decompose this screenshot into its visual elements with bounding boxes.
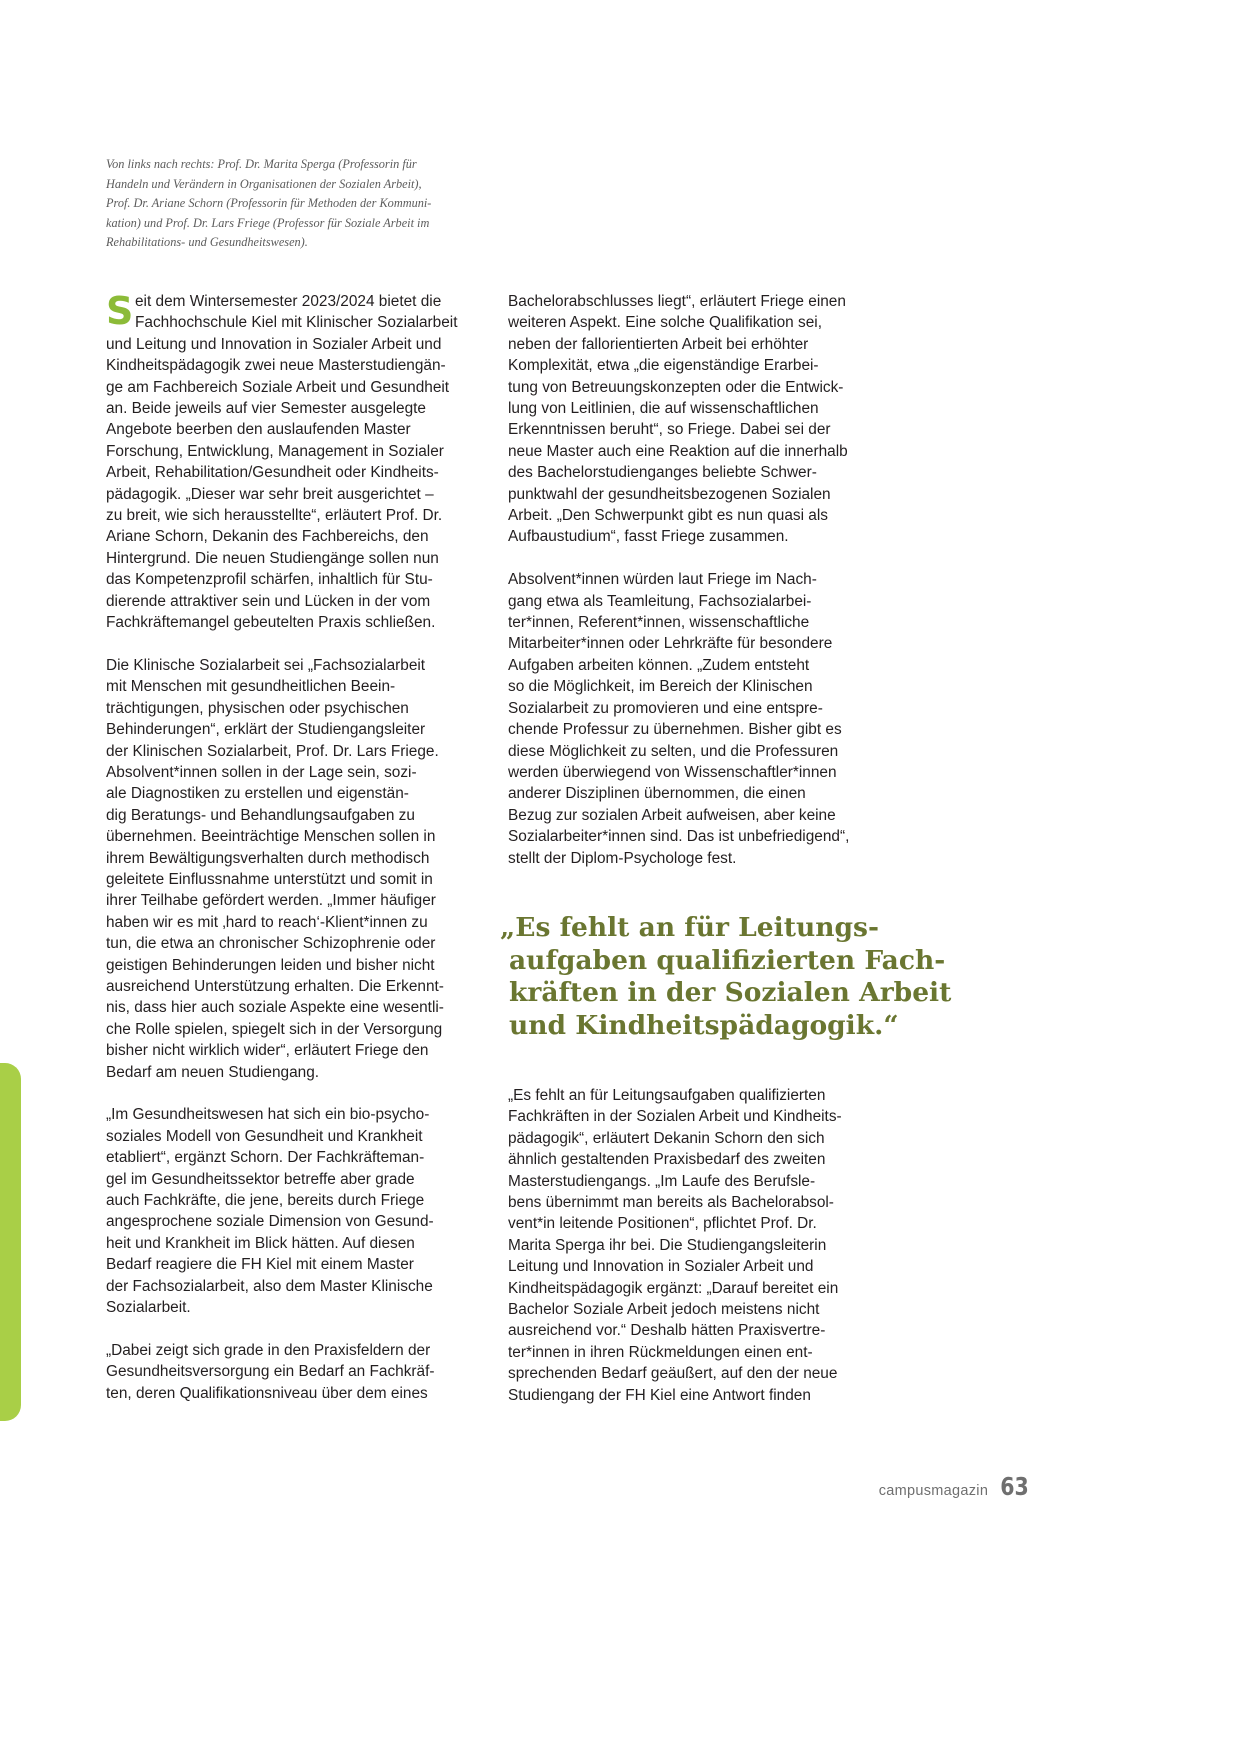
text-line: ihrem Bewältigungsverhalten durch methodisch: [106, 849, 430, 867]
text-line: tung von Betreuungskonzepten oder die Entwick-: [508, 378, 844, 396]
quote-line: aufgaben qualifizierten Fach-: [509, 944, 946, 976]
text-line: Fachhochschule Kiel mit Klinischer Sozialarbeit: [135, 314, 458, 332]
text-line: mit Menschen mit gesundheitlichen Beein-: [106, 678, 396, 696]
text-line: so die Möglichkeit, im Bereich der Klinischen: [508, 678, 813, 696]
text-line: Bachelor Soziale Arbeit jedoch meistens nicht: [508, 1301, 820, 1319]
text-line: anderer Disziplinen übernommen, die einen: [508, 785, 806, 803]
paragraph-intro-rest: [106, 334, 478, 634]
quote-line: und Kindheitspädagogik.“: [509, 1009, 899, 1041]
text-line: der Klinischen Sozialarbeit, Prof. Dr. Lars Friege.: [106, 742, 439, 760]
magazine-name: campusmagazin: [878, 1483, 989, 1499]
text-line: Die Klinische Sozialarbeit sei „Fachsozialarbeit: [106, 656, 426, 674]
text-line: trächtigungen, physischen oder psychischen: [106, 699, 409, 717]
text-line: bens übernimmt man bereits als Bachelorabsol-: [508, 1194, 834, 1212]
paragraph-leadership: [508, 1085, 842, 1406]
text-line: „Es fehlt an für Leitungsaufgaben qualifizierten: [508, 1087, 826, 1104]
text-line: ausreichend vor.“ Deshalb hätten Praxisvertre-: [508, 1322, 826, 1340]
text-line: ale Diagnostiken zu erstellen und eigenstän-: [106, 785, 409, 803]
text-line: neben der fallorientierten Arbeit bei erhöhter: [508, 335, 809, 353]
text-line: Bedarf reagiere die FH Kiel mit einem Master: [106, 1256, 414, 1274]
text-line: diese Möglichkeit zu selten, und die Professuren: [508, 742, 839, 760]
photo-caption: [106, 155, 484, 253]
text-line: Masterstudiengangs. „Im Laufe des Berufsle-: [508, 1172, 816, 1190]
text-line: nis, dass hier auch soziale Aspekte eine wesentli-: [106, 999, 444, 1017]
text-line: neue Master auch eine Reaktion auf die innerhalb: [508, 442, 848, 460]
caption-line: Prof. Dr. Ariane Schorn (Professorin für Methoden der Kommuni-: [106, 196, 432, 211]
caption-line: kation) und Prof. Dr. Lars Friege (Professor für Soziale Arbeit im: [106, 215, 430, 230]
quote-line: „Es fehlt an für Leitungs-: [500, 912, 879, 943]
text-line: ge am Fachbereich Soziale Arbeit und Gesundheit: [106, 378, 450, 396]
text-line: Studiengang der FH Kiel eine Antwort finden: [508, 1386, 811, 1404]
text-line: Fachkräften in der Sozialen Arbeit und Kindheits-: [508, 1108, 842, 1126]
text-line: gel im Gesundheitssektor betreffe aber grade: [106, 1170, 415, 1188]
text-line: „Dabei zeigt sich grade in den Praxisfeldern der: [106, 1341, 431, 1359]
text-line: Fachkräftemangel gebeutelten Praxis schließen.: [106, 614, 436, 632]
text-line: Marita Sperga ihr bei. Die Studiengangsleiterin: [508, 1236, 827, 1254]
caption-line: Von links nach rechts: Prof. Dr. Marita Sperga (Professorin für: [106, 157, 417, 171]
text-line: Hintergrund. Die neuen Studiengänge sollen nun: [106, 549, 439, 567]
paragraph-aspect: [508, 291, 888, 548]
text-line: Behinderungen“, erklärt der Studiengangsleiter: [106, 721, 426, 739]
paragraph-health-system: [106, 1104, 478, 1318]
text-line: Aufbaustudium“, fasst Friege zusammen.: [508, 528, 789, 546]
page-number: 63: [1000, 1472, 1029, 1501]
text-line: punktwahl der gesundheitsbezogenen Sozialen: [508, 485, 831, 503]
article-column-right: [508, 291, 888, 1404]
text-line: Kindheitspädagogik ergänzt: „Darauf bereitet ein: [508, 1279, 839, 1297]
text-line: Absolvent*innen sollen in der Lage sein, sozi-: [106, 763, 417, 781]
text-line: che Rolle spielen, spiegelt sich in der Versorgung: [106, 1020, 443, 1038]
drop-cap: S: [106, 289, 134, 333]
text-line: das Kompetenzprofil schärfen, inhaltlich für Stu-: [106, 571, 433, 589]
text-line: zu breit, wie sich herausstellte“, erläutert Prof. Dr.: [106, 507, 443, 525]
text-line: haben wir es mit ‚hard to reach‘-Klient*innen zu: [106, 913, 428, 931]
text-line: ter*innen, Referent*innen, wissenschaftliche: [508, 614, 810, 632]
paragraph-graduates: [508, 569, 888, 869]
text-line: vent*in leitende Positionen“, pflichtet Prof. Dr.: [508, 1215, 817, 1233]
text-line: übernehmen. Beeinträchtige Menschen sollen in: [106, 828, 436, 846]
paragraph-intro: [106, 291, 478, 634]
text-line: Arbeit, Rehabilitation/Gesundheit oder Kindheits-: [106, 464, 439, 482]
text-line: etabliert“, ergänzt Schorn. Der Fachkräfteman-: [106, 1149, 425, 1167]
text-line: weiteren Aspekt. Eine solche Qualifikation sei,: [508, 314, 822, 332]
text-line: Angebote beerben den auslaufenden Master: [106, 421, 411, 439]
text-line: geleitete Einflussnahme unterstützt und somit in: [106, 870, 433, 888]
text-line: werden überwiegend von Wissenschaftler*innen: [508, 763, 837, 781]
text-line: Ariane Schorn, Dekanin des Fachbereichs, den: [106, 528, 429, 546]
text-line: ten, deren Qualifikationsniveau über dem eines: [106, 1384, 428, 1402]
article-column-left: [106, 291, 478, 1404]
text-line: ihrer Teilhabe gefördert werden. „Immer häufiger: [106, 892, 436, 910]
text-line: ausreichend Unterstützung erhalten. Die Erkennt-: [106, 977, 444, 995]
page-footer: [879, 1472, 1029, 1501]
text-line: Absolvent*innen würden laut Friege im Nach-: [508, 571, 817, 589]
text-line: pädagogik“, erläutert Dekanin Schorn den sich: [508, 1129, 825, 1147]
paragraph-qualification: [106, 1340, 478, 1404]
paragraph-clinical: [106, 655, 478, 1083]
text-line: Sozialarbeit zu promovieren und eine entspre-: [508, 699, 823, 717]
text-line: Komplexität, etwa „die eigenständige Erarbei-: [508, 357, 819, 375]
text-line: Kindheitspädagogik zwei neue Masterstudiengän-: [106, 357, 446, 375]
text-line: angesprochene soziale Dimension von Gesund-: [106, 1213, 434, 1231]
text-line: Bachelorabschlusses liegt“, erläutert Friege einen: [508, 293, 846, 310]
text-line: Sozialarbeiter*innen sind. Das ist unbefriedigend“,: [508, 828, 850, 846]
text-line: dig Beratungs- und Behandlungsaufgaben zu: [106, 806, 415, 824]
text-line: des Bachelorstudienganges beliebte Schwer-: [508, 464, 817, 482]
text-line: „Im Gesundheitswesen hat sich ein bio-psycho-: [106, 1106, 430, 1124]
text-line: der Fachsozialarbeit, also dem Master Klinische: [106, 1277, 433, 1295]
text-line: soziales Modell von Gesundheit und Krankheit: [106, 1127, 423, 1145]
text-line: lung von Leitlinien, die auf wissenschaftlichen: [508, 400, 819, 418]
text-line: heit und Krankheit im Blick hätten. Auf diesen: [106, 1234, 415, 1252]
text-line: Arbeit. „Den Schwerpunkt gibt es nun quasi als: [508, 507, 828, 525]
text-line: an. Beide jeweils auf vier Semester ausgelegte: [106, 400, 426, 418]
text-line: Forschung, Entwicklung, Management in Sozialer: [106, 442, 444, 460]
text-line: und Leitung und Innovation in Sozialer Arbeit und: [106, 335, 442, 353]
text-line: bisher nicht wirklich wider“, erläutert Friege den: [106, 1042, 429, 1060]
text-line: sprechenden Bedarf geäußert, auf den der neue: [508, 1365, 838, 1383]
text-line: Bedarf am neuen Studiengang.: [106, 1063, 320, 1081]
text-line: Sozialarbeit.: [106, 1299, 191, 1317]
text-line: pädagogik. „Dieser war sehr breit ausgerichtet –: [106, 485, 434, 503]
text-line: Aufgaben arbeiten können. „Zudem entsteht: [508, 656, 810, 674]
quote-line: kräften in der Sozialen Arbeit: [509, 977, 952, 1009]
caption-line: Handeln und Verändern in Organisationen der Sozialen Arbeit),: [106, 176, 422, 191]
text-line: ähnlich gestaltenden Praxisbedarf des zweiten: [508, 1151, 826, 1169]
text-line: eit dem Wintersemester 2023/2024 bietet die: [135, 293, 442, 310]
text-line: Erkenntnissen beruht“, so Friege. Dabei sei der: [508, 421, 831, 439]
text-line: auch Fachkräfte, die jene, bereits durch Friege: [106, 1192, 425, 1210]
text-line: Bezug zur sozialen Arbeit aufweisen, aber keine: [508, 806, 836, 824]
text-line: geistigen Behinderungen leiden und bisher nicht: [106, 956, 435, 974]
text-line: Gesundheitsversorgung ein Bedarf an Fachkräf-: [106, 1363, 435, 1381]
text-line: tun, die etwa an chronischer Schizophrenie oder: [106, 935, 436, 953]
side-tab-marker: [0, 1063, 21, 1421]
text-line: gang etwa als Teamleitung, Fachsozialarbei-: [508, 592, 812, 610]
text-line: Mitarbeiter*innen oder Lehrkräfte für besondere: [508, 635, 833, 653]
text-line: Leitung und Innovation in Sozialer Arbeit und: [508, 1258, 814, 1276]
text-line: ter*innen in ihren Rückmeldungen einen ent-: [508, 1343, 813, 1361]
text-line: dierende attraktiver sein und Lücken in der vom: [106, 592, 431, 610]
caption-line: Rehabilitations- und Gesundheitswesen).: [106, 235, 308, 250]
text-line: chende Professur zu übernehmen. Bisher gibt es: [508, 721, 842, 739]
pull-quote: [500, 912, 952, 1042]
text-line: stellt der Diplom-Psychologe fest.: [508, 849, 737, 867]
